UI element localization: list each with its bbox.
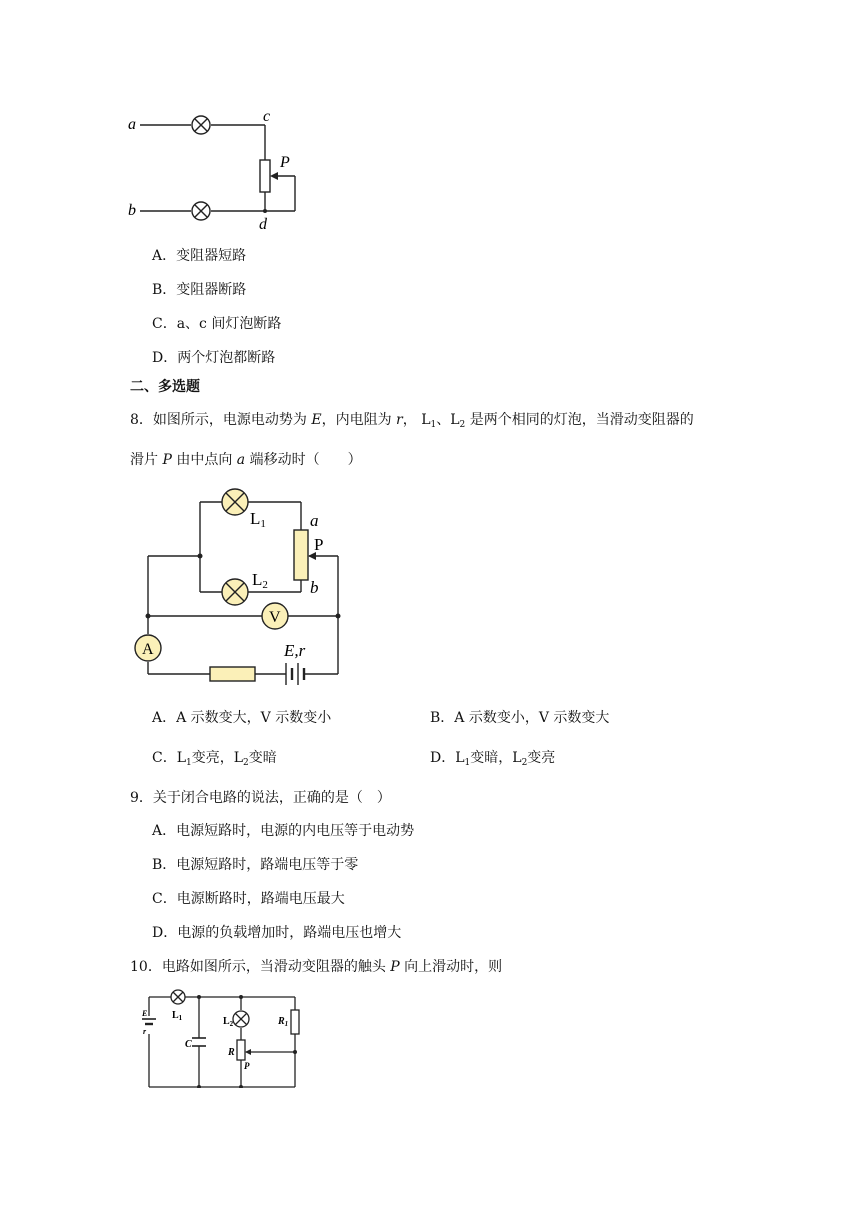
section-heading: 二、多选题 (130, 379, 200, 395)
label-d: d (259, 216, 267, 233)
q8-stem-line1: 8．如图所示，电源电动势为 E，内电阻为 r， $L_1$、$L_2$ 是两个相同的灯泡，当滑动变阻器的 (130, 412, 694, 430)
ammeter-label: A (142, 641, 154, 658)
label-l1: L1 (250, 509, 266, 530)
label-l2: L2 (252, 570, 268, 591)
label-p: P (280, 154, 290, 171)
label-l2: $L_2$ (223, 1016, 234, 1028)
label-a: a (310, 511, 319, 530)
q8-option-b: B．A 示数变小，V 示数变大 (430, 710, 610, 726)
q8-option-a: A．A 示数变大，V 示数变小 (152, 710, 332, 726)
q10-circuit-diagram (138, 988, 303, 1088)
q9-stem: 9．关于闭合电路的说法，正确的是（ ） (130, 790, 391, 806)
label-p: P (314, 535, 324, 554)
q8-circuit-diagram (128, 482, 358, 692)
label-p: P (244, 1061, 250, 1071)
label-b: b (310, 578, 319, 597)
label-l1: $L_1$ (172, 1010, 183, 1022)
label-r-internal: r (143, 1027, 147, 1036)
label-e: E (142, 1009, 148, 1018)
q9-option-c: C．电源断路时，路端电压最大 (152, 891, 345, 907)
label-c: C (185, 1039, 192, 1050)
label-c: c (263, 108, 271, 125)
q7-option-c: C．a、c 间灯泡断路 (152, 316, 282, 332)
q7-option-d: D．两个灯泡都断路 (152, 350, 276, 366)
q7-option-a: A．变阻器短路 (152, 248, 247, 264)
q7-option-b: B．变阻器断路 (152, 282, 247, 298)
q7-circuit-diagram (120, 105, 310, 235)
label-er: E,r (284, 641, 306, 660)
label-a: a (128, 116, 136, 133)
q8-option-d: D．$L_1$变暗，$L_2$变亮 (430, 750, 556, 768)
q10-stem: 10．电路如图所示，当滑动变阻器的触头 P 向上滑动时，则 (130, 959, 503, 975)
q9-option-b: B．电源短路时，路端电压等于零 (152, 857, 359, 873)
label-r: R (228, 1047, 235, 1058)
q8-stem-line2: 滑片 P 由中点向 a 端移动时（ ） (130, 452, 362, 468)
q8-option-c: C．$L_1$变亮，$L_2$变暗 (152, 750, 277, 768)
label-r1: $R_1$ (278, 1016, 289, 1028)
voltmeter-label: V (269, 609, 281, 626)
label-b: b (128, 202, 136, 219)
q9-option-d: D．电源的负载增加时，路端电压也增大 (152, 925, 402, 941)
q9-option-a: A．电源短路时，电源的内电压等于电动势 (152, 823, 415, 839)
